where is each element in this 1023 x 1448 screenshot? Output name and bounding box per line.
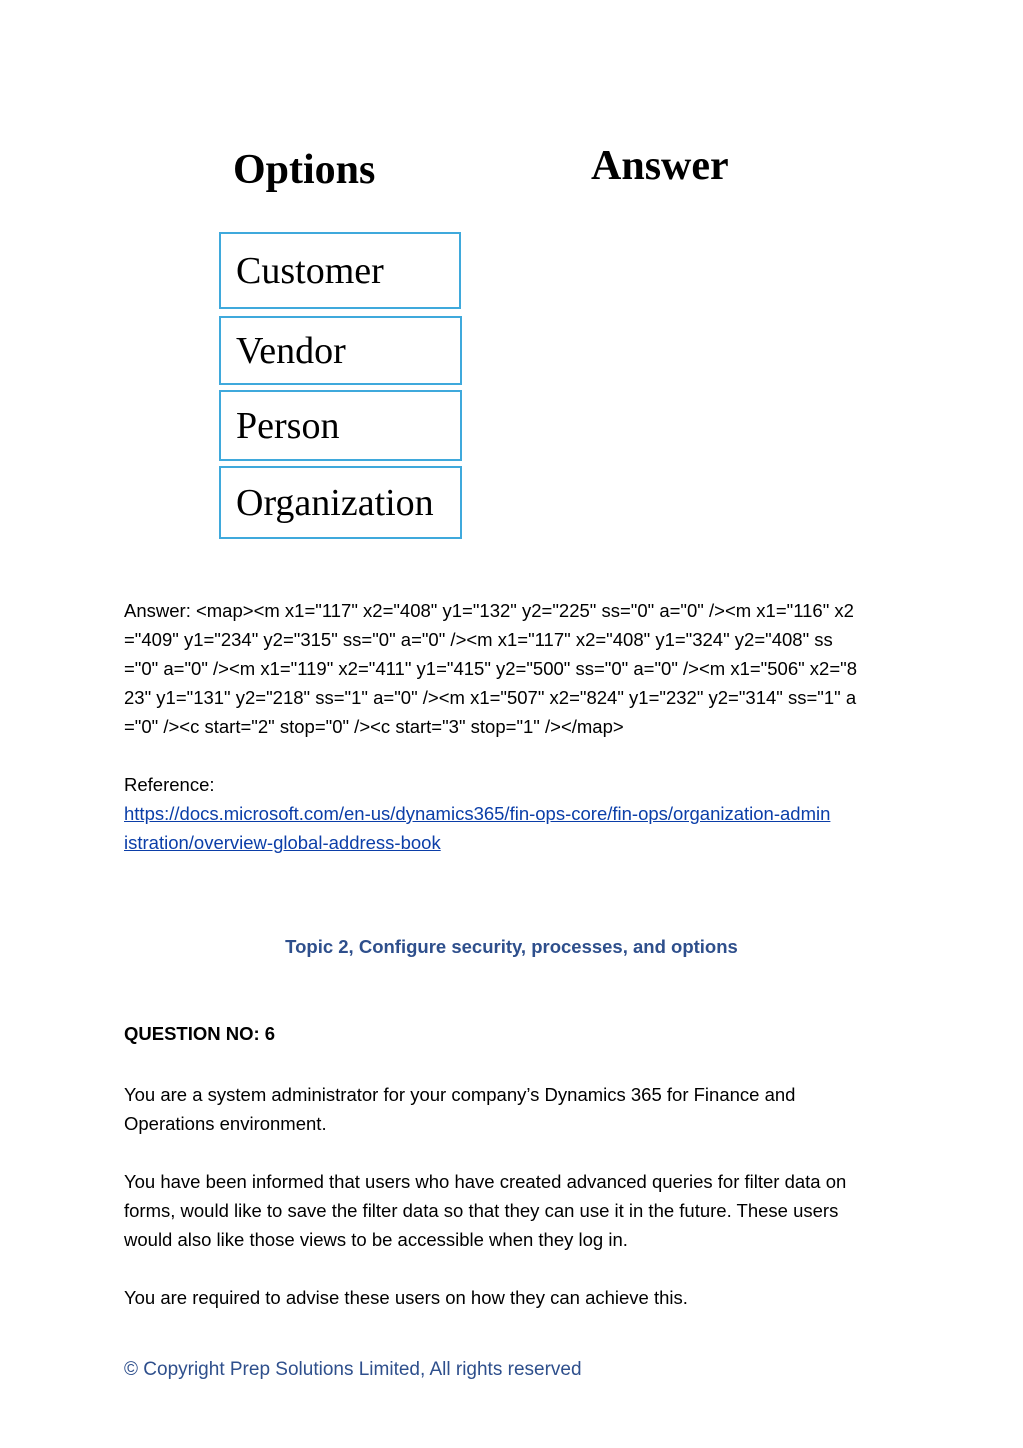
topic-heading: Topic 2, Configure security, processes, and options: [285, 936, 738, 957]
question-number: QUESTION NO: 6: [124, 1023, 276, 1044]
reference-link[interactable]: https://docs.microsoft.com/en-us/dynamics365/fin-ops-core/fin-ops/organization-administration/overview-global-address-book: [124, 803, 831, 853]
option-vendor[interactable]: Vendor: [219, 316, 462, 385]
reference-label: Reference:: [124, 774, 215, 795]
option-person[interactable]: Person: [219, 390, 462, 461]
answer-map-text: Answer: <map><m x1="117" x2="408" y1="132" y2="225" ss="0" a="0" /><m x1="116" x2="409" y1="234" y2="315" ss="0" a="0" /><m x1="117" x2="408" y1="324" y2="408" ss="0" a="0" /><m x1="119" x2="411" y1="415" y2="500" ss="0" a="0" /><m x1="506" x2="823" y1="131" y2="218" ss="1" a="0" /><m x1="507" x2="824" y1="232" y2="314" ss="1" a="0" /><c start="2" stop="0" /><c start="3" stop="1" /></map>: [124, 600, 858, 737]
options-heading: Options: [233, 147, 376, 193]
option-organization[interactable]: Organization: [219, 466, 462, 539]
question-paragraph-3: You are required to advise these users on how they can achieve this.: [124, 1287, 688, 1308]
question-paragraph-2: You have been informed that users who have created advanced queries for filter data on forms, would like to save the filter data so that they can use it in the future. These users would also like those views to be accessible when they log in.: [124, 1171, 847, 1250]
copyright-footer: © Copyright Prep Solutions Limited, All rights reserved: [124, 1359, 582, 1380]
question-paragraph-1: You are a system administrator for your company’s Dynamics 365 for Finance and Operations environment.: [124, 1084, 796, 1134]
option-customer[interactable]: Customer: [219, 232, 461, 309]
answer-heading: Answer: [591, 143, 729, 189]
